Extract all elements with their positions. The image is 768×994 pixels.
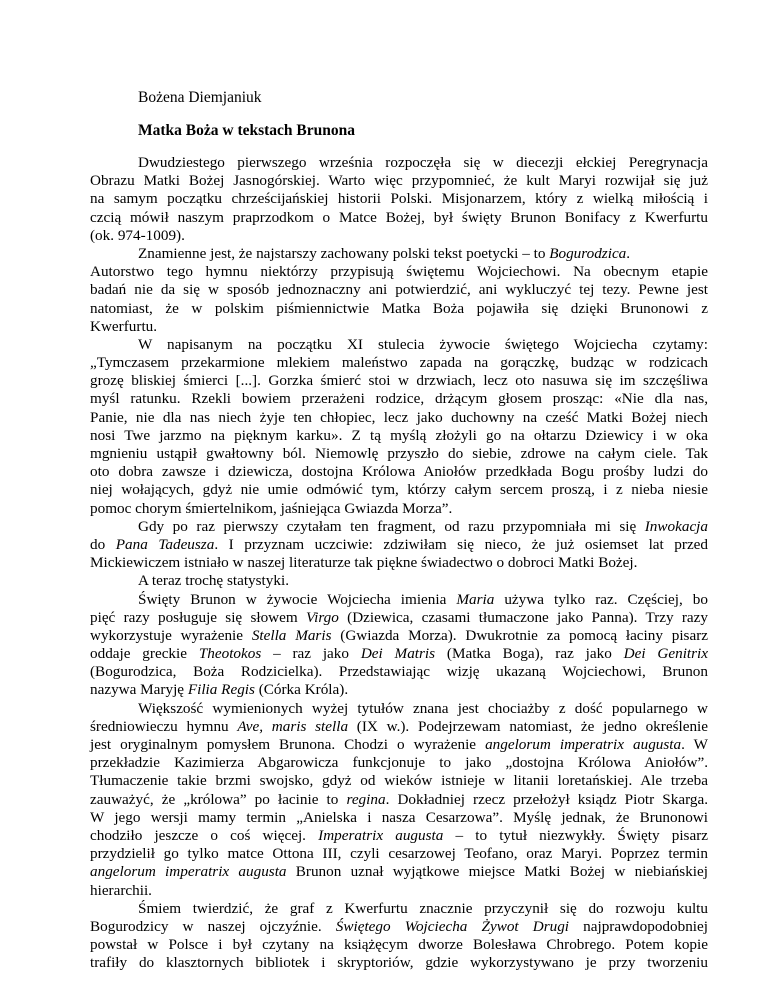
text-line: Bogurodzicy w naszej ojczyźnie. Świętego Wojciecha Żywot Drugi najprawdopodobniej <box>90 917 708 935</box>
text-line: trafiły do klasztornych bibliotek i skryptoriów, gdzie wykorzystywano je przy tworzeniu <box>90 954 708 972</box>
text-line: niej wołających, gdyż nie umie odmówić tym, którzy całym sercem proszą, i z nieba niesie <box>90 481 708 499</box>
text-line: (Bogurodzica, Boża Rodzicielka). Przedstawiając wizję ukazaną Wojciechowi, Brunon <box>90 663 708 681</box>
text-line: do Pana Tadeusza. I przyznam uczciwie: zdziwiłam się nieco, że już osiemset lat przed <box>90 535 709 553</box>
text-line: oddaje greckie Theotokos – raz jako Dei Matris (Matka Boga), raz jako Dei Genitrix <box>90 645 709 663</box>
text-line: nosi Twe jarzmo na pięknym karku». Z tą myślą złożyli go na ołtarzu Dziewicy i w oka <box>90 426 708 444</box>
text-line: angelorum imperatrix augusta Brunon uznał wyjątkowe miejsce Matki Bożej w niebiańskiej <box>90 863 708 881</box>
text-line: (ok. 974-1009). <box>90 226 185 244</box>
text-line: Panie, nie dla nas niech żyje ten chłopiec, lecz jako duchowny na cześć Matki Bożej niech <box>90 408 708 426</box>
text-line: Gdy po raz pierwszy czytałam ten fragment, od razu przypomniała mi się Inwokacja <box>138 517 708 535</box>
text-line: wykorzystuje wyrażenie Stella Maris (Gwiazda Morza). Dwukrotnie za pomocą łaciny pisarz <box>90 626 709 644</box>
text-line: badań nie da się w sposób jednoznaczny ani potwierdzić, ani wykluczyć tej tezy. Pewne jest <box>90 281 708 299</box>
article-body <box>90 154 708 972</box>
text-line: Znamienne jest, że najstarszy zachowany polski tekst poetycki – to Bogurodzica. <box>138 244 631 262</box>
text-line: Śmiem twierdzić, że graf z Kwerfurtu znacznie przyczynił się do rozwoju kultu <box>138 899 708 917</box>
text-line: oto dobra zawsze i dziewicza, dostojna Królowa Aniołów przedkłada Bogu prośby ludzi do <box>90 463 708 481</box>
text-line: pięć razy posługuje się słowem Virgo (Dziewica, czasami tłumaczone jako Panna). Trzy razy <box>90 608 708 626</box>
text-line: średniowieczu hymnu Ave, maris stella (IX w.). Podejrzewam natomiast, że jedno określenie <box>90 717 708 735</box>
author-name: Bożena Diemjaniuk <box>138 89 262 106</box>
text-line: natomiast, że w polskim piśmiennictwie Matka Boża pojawiła się dzięki Brunonowi z <box>90 299 708 317</box>
text-line: Obrazu Matki Bożej Jasnogórskiej. Warto więc przypomnieć, że kult Maryi rozwijał się już <box>90 172 708 190</box>
text-line: przydzielił go tylko matce Ottona III, czyli cesarzowej Teofano, oraz Maryi. Poprzez termin <box>90 845 708 863</box>
text-line: Tłumaczenie takie brzmi swojsko, gdyż od wieków istnieje w litanii loretańskiej. Ale trzeba <box>90 772 708 790</box>
text-line: hierarchii. <box>90 881 152 899</box>
text-line: grozę bliskiej śmierci [...]. Gorzka śmierć stoi w drzwiach, lecz oto nasuwa się im szczęśliwa <box>90 372 708 390</box>
text-line: na samym początku chrześcijańskiej historii Polski. Misjonarzem, który z wielką miłością i <box>90 190 708 208</box>
article-title: Matka Boża w tekstach Brunona <box>138 122 356 139</box>
text-line: chodziło jeszcze o coś więcej. Imperatrix augusta – to tytuł niezwykły. Święty pisarz <box>90 826 708 844</box>
text-line: Święty Brunon w żywocie Wojciecha imienia Maria używa tylko raz. Częściej, bo <box>138 590 708 608</box>
text-line: powstał w Polsce i był czytany na książęcym dworze Bolesława Chrobrego. Potem kopie <box>90 936 708 954</box>
text-line: przekładzie Kazimierza Abgarowicza funkcjonuje to jako „dostojna Królowa Aniołów”. <box>90 754 708 772</box>
text-line: myśl ratunku. Rzekli bowiem przerażeni rodzice, drżącym głosem prosząc: «Nie dla nas, <box>90 390 708 408</box>
text-line: Dwudziestego pierwszego września rozpoczęła się w diecezji ełckiej Peregrynacja <box>138 154 708 171</box>
text-line: nazywa Maryję Filia Regis (Córka Króla). <box>90 681 349 699</box>
text-line: Większość wymienionych wyżej tytułów znana jest chociażby z dość popularnego w <box>138 699 708 717</box>
text-line: Mickiewiczem istniało w naszej literaturze tak piękne świadectwo o dobroci Matki Bożej. <box>90 554 638 572</box>
text-line: mgnieniu ustąpił gwałtowny ból. Niemowlę przyszło do siebie, zdrowe na całym ciele. Tak <box>90 445 708 462</box>
text-line: Kwerfurtu. <box>90 317 158 335</box>
text-line: W jego wersji mamy termin „Anielska i nasza Cesarzowa”. Myślę jednak, że Brunonowi <box>90 808 708 826</box>
text-line: Autorstwo tego hymnu niektórzy przypisują świętemu Wojciechowi. Na obecnym etapie <box>90 263 708 281</box>
text-line: W napisanym na początku XI stulecia żywocie świętego Wojciecha czytamy: <box>138 335 708 353</box>
text-line: pomoc chorym śmiertelnikom, jaśniejąca Gwiazda Morza”. <box>90 499 453 517</box>
text-line: „Tymczasem przekarmione mlekiem maleństwo zapada na gorączkę, budząc w rodzicach <box>90 354 708 372</box>
text-line: zauważyć, że „królowa” po łacinie to regina. Dokładniej rzecz przełożył ksiądz Piotr Skarga. <box>90 790 708 808</box>
text-line: jest oryginalnym pomysłem Brunona. Chodzi o wyrażenie angelorum imperatrix augusta. W <box>90 736 708 753</box>
text-line: A teraz trochę statystyki. <box>138 572 289 590</box>
text-line: czcią mówił naszym praprzodkom o Matce Bożej, był święty Brunon Bonifacy z Kwerfurtu <box>90 208 708 226</box>
